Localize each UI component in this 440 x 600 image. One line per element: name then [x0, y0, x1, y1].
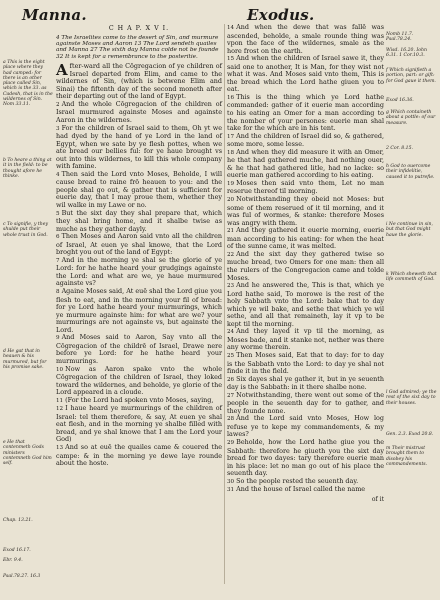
margin-note: d He gat that in heauen & his murmured, but for his promise sake. — [3, 349, 47, 370]
margin-note: Gen. 2.3. Exod 20.8. — [386, 432, 434, 437]
margin-note: Nomb 11.7. Psal.78.24. — [386, 32, 414, 43]
verse: 18 And when they did measure it with an Omer, he that had gathered muche, had nothing ouer, & he that had gathered litle, had no lacke: so euerie man gathered according to his eating. — [227, 147, 384, 180]
right-column — [227, 24, 384, 503]
verse: 17 And the children of Israel did so, & gathered, some more, some lesse. — [227, 131, 384, 149]
chapter-heading: C H A P. X V I. — [108, 25, 170, 32]
verse: 25 Then Moses said, Eat that to day: for to day is the Sabbath vnto the Lord: to day ye shal not finde it in the field. — [227, 350, 384, 376]
verse: 5 But the sixt day they shal prepare that, which they shal bring home, and it shalbe twise as muche as they gather dayly. — [56, 208, 222, 233]
verse: 3 For the children of Israel said to them, Oh yt we had dyed by the hand of ye Lord in the land of Egypt, when we sate by ye flesh pottes, when we ate bread our bellies ful: for ye haue brought vs out into this wildernes, to kill this whole company with famine. — [56, 123, 222, 171]
margin-note: l God admired; ye the rest of the sixt day to their houses. — [386, 390, 437, 406]
left-margin-notes — [3, 0, 53, 600]
verse: 9 And Moses said to Aaron, Say vnto all the Cōgregacion of the childrē of Israel, Drawe nere before ye Lord: for he hathe heard your murmurings. — [56, 333, 222, 365]
chapter-summary: 4 The Israelites come to the desert of Sin, and murmure againste Moses and Aaron 13 The Lord sendeth quailes and Manna 27 The sixth day Manna colde not be founde 32 It is kept for a remembrance to the posteritie. — [56, 34, 219, 60]
margin-note: Wisd. 16.20. Iohn 6.31. 1 Cor.10.3. — [386, 48, 427, 59]
margin-note: Chap. 13.21. — [3, 518, 33, 523]
verse: 13 And so at euē the quailes came & couered the campe: & in the morning ye dewe laye rounde about the hoste. — [56, 442, 222, 468]
verse: 21 And they gathered it euerie morning, euerie man according to his eating: for when the heat of the sunne came, it was melted. — [227, 226, 384, 251]
margin-note: Ebr. 9.4. — [3, 558, 23, 563]
margin-note: Exod 16.17. — [3, 548, 31, 553]
margin-note: k Which sheweth that life commeth of God. — [386, 272, 437, 283]
verse: After-ward all the Cōgregacion of ye children of Israel departed from Elim, and came to the wildernes of Sin, (which is betwene Elim and Sinai) the fiftenth day of the second moneth after their departing out of the land of Egypt. — [56, 61, 222, 101]
verse: 29 Beholde, how the Lord hathe giue you the Sabbath: therefore he giueth you the sixt day bread for two dayes: tary therefore euerie man in his place: let no man go out of his place the seuenth day. — [227, 437, 384, 478]
column-divider — [224, 24, 225, 584]
verse: 10 Now as Aaron spake vnto the whole Cōgregacion of the children of Israel, they loked toward the wildernes, and beholde, ye glorie of the Lord appeared in a cloude. — [56, 364, 222, 397]
left-column — [56, 24, 222, 468]
verse: 2 And the whole Cōgregacion of the children of Israel murmured againste Moses and againste Aaron in the wildernes. — [56, 99, 222, 124]
margin-note: a This is the eight place where they had camped: for there is an other place called Sin, which is the 33. as Cadesh, that is in the wildernes of Sin. Nom 33.11. — [3, 60, 53, 108]
running-head-left: Manna. — [22, 6, 87, 24]
verse: 23 And he answered the, This is that, which ye Lord hathe said, To morowe is the rest of the holy Sabbath vnto the Lord: bake that to day which ye wil bake, and sethe that which ye wil sethe, and all that remaineth, lay it vp to be kept til the morning. — [227, 281, 384, 328]
margin-note: e He that contenmeth Gods ministers contemneth God him self. — [3, 440, 52, 467]
verse: 11 (For the Lord had spoken vnto Moses, saying, — [56, 395, 214, 404]
verse: 24 And they layed it vp til the morning, as Moses bade, and it stanke not, nether was there any worme therein. — [227, 327, 384, 352]
margin-note: i Ne continue in sin, but that God might haue the glorie. — [386, 222, 433, 238]
drop-cap: A — [56, 61, 68, 80]
margin-note: Psal.78.27. 16.3 — [3, 574, 41, 579]
verse: 15 And when the children of Israel sawe it, they said one to another, It is Man, for they wist not what it was. And Moses said vnto them, This is the bread which the Lord hathe giuen you to eat. — [227, 54, 384, 94]
verse: 6 Then Moses and Aaron said vnto all the children of Israel, At euen ye shal knowe, that the Lord broght you out of the land of Egypt: — [56, 232, 222, 257]
verse: 8 Againe Moses said, At euē shal the Lord giue you flesh to eat, and in the morning your fil of bread: for ye Lord hathe heard your murmurings, which ye murmure againste him: for what are we? your murmurings are not againste vs, but againste the Lord. — [56, 287, 222, 334]
verse: 31 And the house of Israel called the name — [227, 485, 366, 494]
margin-note: c To signifie, y they shulde put their whole trust in God. — [3, 222, 49, 238]
verse: 4 Then said the Lord vnto Moses, Beholde, I will cause bread to raine frō heauen to you: and the people shal go out, & gather that is sufficient for euerie day, that I may proue them, whether they wil walke in my Lawe or no. — [56, 169, 222, 210]
verse: 14 And when the dewe that was fallē was ascended, beholde, a smale rounde thing was vpon the face of the wildernes, smale as the hore frost on the earth. — [227, 23, 384, 55]
margin-note: f Which signifieth a portion, part: or gift: for God gaue it them. — [386, 68, 436, 84]
margin-note: b To heare a thing at it in the field: to be thought afore he thinke. — [3, 158, 52, 179]
verse: 7 And in the morning ye shal se the glorie of ye Lord: for he hathe heard your grudgings againste the Lord: and what are we, ye haue murmured againste vs? — [56, 255, 222, 288]
running-head-right: Exodus. — [247, 6, 315, 24]
verse: 12 I haue heard ye murmurings of the children of Israel: tel them therefore, & say, At euen ye shal eat flesh, and in the morning ye shalbe filled with bread, and ye shal knowe that I am the Lord your God) — [56, 404, 222, 444]
margin-note: Exod 16.36. — [386, 98, 414, 103]
verse: 30 So the people rested the seuenth day. — [227, 476, 359, 485]
verse: 19 Moses then said vnto them, Let no man reserue thereof til morning. — [227, 178, 384, 196]
margin-note: h God to ouercome their infidelitie, caused it to putrefie. — [386, 164, 435, 180]
margin-note: 2 Cor. 8.15. — [386, 146, 413, 151]
verse: 27 Notwithstanding, there went out some of the people in the seuenth day for to gather, and they founde none. — [227, 390, 384, 415]
verse: 28 And the Lord said vnto Moses, How log refuse ye to kepe my commandements, & my lawes? — [227, 414, 384, 439]
margin-note: g Which containeth about a pottle: of our measure. — [386, 110, 436, 126]
verse: 22 And the sixt day they gathered twise so muche bread, two Omers for one man: then all the rulers of the Congregacion came and tolde Moses. — [227, 249, 384, 282]
verse: 20 Notwithstanding they obeid not Moses: but some of them reserued of it til morning, and it was ful of wormes, & stanke: therefore Moses was angry with them. — [227, 195, 384, 227]
verse: 16 This is the thing which ye Lord hathe commanded: gather of it euerie man according to his eating an Omer for a man according to the nomber of your persones: euerie man shal take for the which are in his tent. — [227, 92, 384, 133]
right-margin-notes — [386, 0, 438, 600]
margin-note: m Their mistrust brought them to disobey his commandements. — [386, 446, 428, 467]
catchword: of it — [371, 495, 384, 503]
verse: 26 Six dayes shal ye gather it, but in ye seuenth day is the Sabbath: in it there shalbe none. — [227, 374, 384, 392]
